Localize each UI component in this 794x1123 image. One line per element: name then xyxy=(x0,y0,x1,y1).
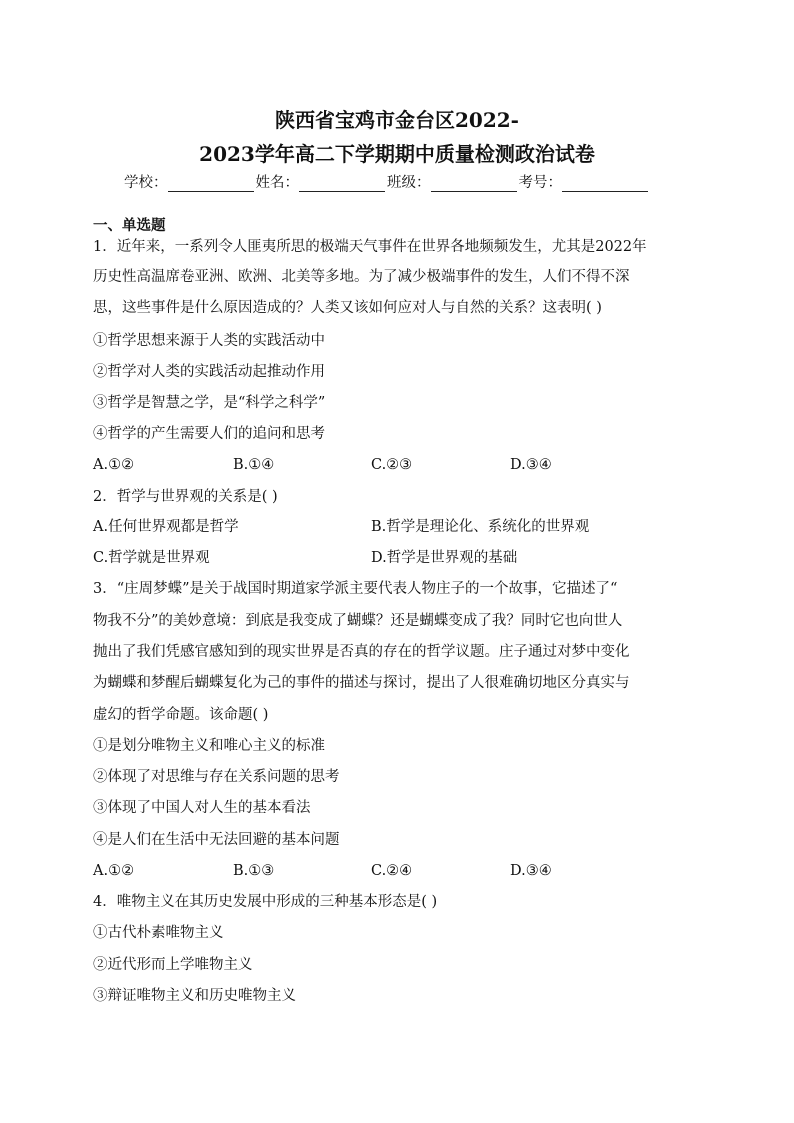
exam-number-label: 考号： xyxy=(518,175,562,191)
class-blank[interactable] xyxy=(431,177,517,192)
q1-item: ②哲学对人类的实践活动起推动作用 xyxy=(93,364,325,380)
q4-item: ③辩证唯物主义和历史唯物主义 xyxy=(93,988,296,1004)
q3-stem-line: 抛出了我们凭感官感知到的现实世界是否真的存在的哲学议题。庄子通过对梦中变化 xyxy=(93,644,630,660)
q1-option-a[interactable]: A.①② xyxy=(93,457,135,473)
exam-number-field xyxy=(519,171,651,192)
q1-stem-line: 历史性高温席卷亚洲、欧洲、北美等多地。为了减少极端事件的发生，人们不得不深 xyxy=(93,269,630,285)
q3-item: ②体现了对思维与存在关系问题的思考 xyxy=(93,769,340,785)
section-heading: 一、单选题 xyxy=(93,218,166,234)
q2-option-c[interactable]: C.哲学就是世界观 xyxy=(93,550,210,566)
q3-stem-line: 为蝴蝶和梦醒后蝴蝶复化为己的事件的描述与探讨，提出了人很难确切地区分真实与 xyxy=(93,675,630,691)
q3-stem-line: 3．“庄周梦蝶”是关于战国时期道家学派主要代表人物庄子的一个故事，它描述了“ xyxy=(93,581,618,597)
q1-stem-line: 1．近年来，一系列令人匪夷所思的极端天气事件在世界各地频频发生，尤其是2022年 xyxy=(93,239,647,255)
q3-option-c[interactable]: C.②④ xyxy=(371,863,413,879)
name-blank[interactable] xyxy=(299,177,385,192)
q3-stem-line: 虚幻的哲学命题。该命题( ) xyxy=(93,707,269,723)
class-field xyxy=(387,171,519,192)
name-label: 姓名： xyxy=(255,175,299,191)
student-info-row xyxy=(124,171,684,192)
q3-stem-line: 物我不分”的美妙意境：到底是我变成了蝴蝶？还是蝴蝶变成了我？同时它也向世人 xyxy=(93,613,623,629)
q1-stem-line: 思，这些事件是什么原因造成的？人类又该如何应对人与自然的关系？这表明( ) xyxy=(93,300,602,316)
school-field xyxy=(124,171,256,192)
q1-item: ④哲学的产生需要人们的追问和思考 xyxy=(93,426,325,442)
q1-option-b[interactable]: B.①④ xyxy=(233,457,275,473)
exam-title-line-2: 2023学年高二下学期期中质量检测政治试卷 xyxy=(199,142,595,166)
q3-option-a[interactable]: A.①② xyxy=(93,863,135,879)
q3-item: ④是人们在生活中无法回避的基本问题 xyxy=(93,832,340,848)
exam-title-line-1: 陕西省宝鸡市金台区2022- xyxy=(275,108,519,132)
q2-option-d[interactable]: D.哲学是世界观的基础 xyxy=(371,550,518,566)
q3-item: ③体现了中国人对人生的基本看法 xyxy=(93,800,311,816)
q3-item: ①是划分唯物主义和唯心主义的标准 xyxy=(93,738,325,754)
q1-item: ①哲学思想来源于人类的实践活动中 xyxy=(93,333,325,349)
name-field xyxy=(256,171,388,192)
q1-option-d[interactable]: D.③④ xyxy=(510,457,552,473)
q3-option-d[interactable]: D.③④ xyxy=(510,863,552,879)
class-label: 班级： xyxy=(387,175,431,191)
q4-stem: 4．唯物主义在其历史发展中形成的三种基本形态是( ) xyxy=(93,894,438,910)
q2-stem: 2．哲学与世界观的关系是( ) xyxy=(93,489,278,505)
q2-option-b[interactable]: B.哲学是理论化、系统化的世界观 xyxy=(371,519,590,535)
school-blank[interactable] xyxy=(168,177,254,192)
q1-option-c[interactable]: C.②③ xyxy=(371,457,413,473)
q2-option-a[interactable]: A.任何世界观都是哲学 xyxy=(93,519,239,535)
q4-item: ①古代朴素唯物主义 xyxy=(93,925,224,941)
exam-number-blank[interactable] xyxy=(562,177,648,192)
q3-option-b[interactable]: B.①③ xyxy=(233,863,275,879)
school-label: 学校： xyxy=(124,175,168,191)
q4-item: ②近代形而上学唯物主义 xyxy=(93,957,253,973)
q1-item: ③哲学是智慧之学，是“科学之科学” xyxy=(93,395,326,411)
